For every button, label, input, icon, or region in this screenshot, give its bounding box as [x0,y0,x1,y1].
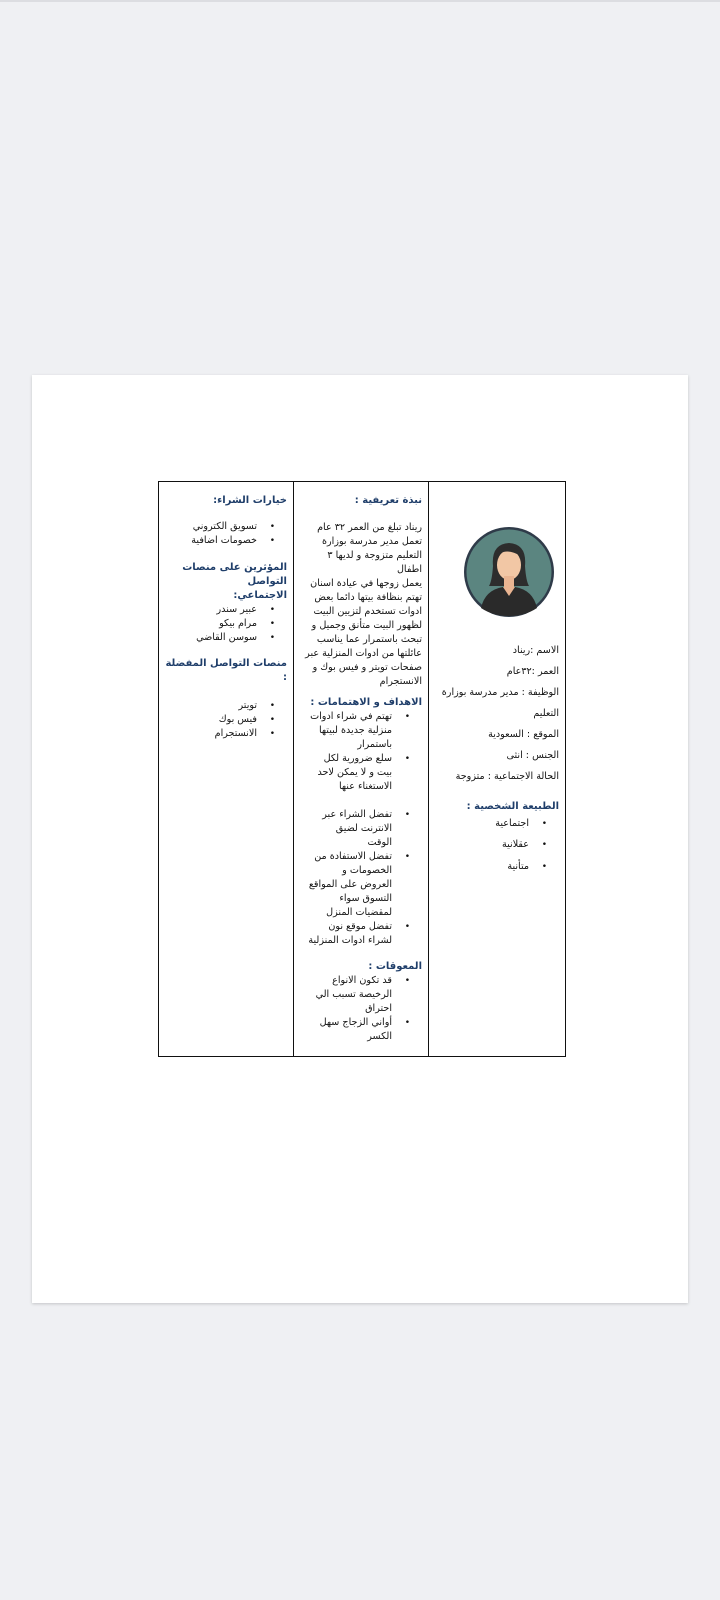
list-item: • مرام بيكو [165,617,287,631]
goals-list [300,710,422,948]
goal-line: • تفضل الشراء عبر [322,809,392,820]
list-item [300,710,422,752]
personality-section [435,800,559,878]
goal-line: • سلع ضرورية لكل [323,753,392,764]
list-item: • عبير سندر [165,603,287,617]
list-item [300,752,422,794]
obstacle-line: الرخيصة تسبب الي [315,989,392,1000]
list-item: • تويتر [165,699,287,713]
goal-line: التسوق سواء [339,893,392,904]
influencers-list [165,603,287,645]
goal-line: العروض على المواقع [308,879,392,890]
bio-line: الانستجرام [379,676,422,687]
avatar-icon [463,526,555,618]
goal-line: • تفضل الاستفادة من [314,851,392,862]
obstacles-list [300,974,422,1044]
list-item: • تسويق الكتروني [165,520,287,534]
list-item: • سوسن القاضي [165,631,287,645]
obstacles-heading: المعوقات : [368,961,422,972]
goal-line: • تفضل موقع نون [328,921,392,932]
bio-line: يعمل زوجها في عيادة اسنان [310,578,422,589]
personality-heading: الطبيعة الشخصية : [466,801,559,812]
profile-location: الموقع : السعودية [488,729,559,740]
influencers-heading-1: المؤثرين على منصات التواصل [182,562,287,587]
list-item: • الانستجرام [165,727,287,741]
bio-line: ريناد تبلغ من العمر ٣٢ عام [317,522,422,533]
obstacle-line: • أواني الزجاج سهل [319,1017,392,1028]
purchase-heading: خيارات الشراء: [213,495,287,506]
list-item [300,974,422,1016]
obstacle-line: احتراق [365,1003,392,1014]
bio-line: لظهور البيت متأنق وجميل و [311,620,422,631]
goals-heading: الاهداف و الاهتمامات : [310,697,422,708]
goal-line: لشراء ادوات المنزلية [308,935,392,946]
goal-line: الانترنت لضيق [335,823,392,834]
goal-line: الاستغناء عنها [338,781,392,792]
goal-line: الخصومات و [342,865,392,876]
list-item [300,920,422,948]
list-item: • اجتماعية [435,814,559,834]
platforms-list [165,699,287,741]
profile-marital: الحالة الاجتماعية : متزوجة [455,771,559,782]
bio-paragraph [300,521,422,689]
bio-line: تهتم بنظافة بيتها دائما بعض [314,592,422,603]
bio-line: صفحات تويتر و فيس بوك و [312,662,422,673]
bio-column [294,482,429,1056]
bio-line: التعليم متزوجة و لديها ٣ اطفال [327,550,422,575]
obstacle-line: الكسر [367,1031,392,1042]
profile-column [429,482,565,1056]
goal-line: منزلية جديدة لبيتها [318,725,392,736]
preferences-column [159,482,294,1056]
goal-line: بيت و لا يمكن لاحد [317,767,392,778]
profile-info [435,640,559,787]
goal-line: الوقت [367,837,392,848]
list-item: • عقلانية [435,834,559,856]
profile-name: الاسم :ريناد [512,645,559,656]
goal-line: • تهتم في شراء ادوات [310,711,392,722]
list-item [300,808,422,850]
profile-job-cont: التعليم [533,708,559,719]
profile-gender: الجنس : انثى [506,750,559,761]
bio-line: ادوات تستخدم لتزيين البيت [313,606,422,617]
profile-age: العمر :٣٢عام [506,666,559,677]
purchase-list [165,520,287,548]
list-item: • متأنية [435,856,559,878]
list-item: • خصومات اضافية [165,534,287,548]
goal-line: لمقضيات المنزل [326,907,392,918]
personality-list [435,814,559,878]
platforms-heading: منصات التواصل المفضلة : [165,658,287,683]
bio-heading: نبذة تعريفية : [354,495,422,506]
persona-table [158,481,566,1057]
top-status-strip [0,0,720,2]
bio-line: تعمل مدير مدرسة بوزارة [322,536,422,547]
list-item [300,850,422,920]
list-item [300,1016,422,1044]
goal-line: باستمرار [357,739,392,750]
bio-line: عائلتها من ادوات المنزلية عبر [305,648,422,659]
obstacle-line: • قد تكون الانواع [332,975,392,986]
document-page [32,375,688,1303]
profile-job: الوظيفة : مدير مدرسة بوزارة [441,687,559,698]
list-item: • فيس بوك [165,713,287,727]
influencers-heading-2: الاجتماعي: [233,590,287,601]
bio-line: تبحث باستمرار عما يناسب [316,634,422,645]
